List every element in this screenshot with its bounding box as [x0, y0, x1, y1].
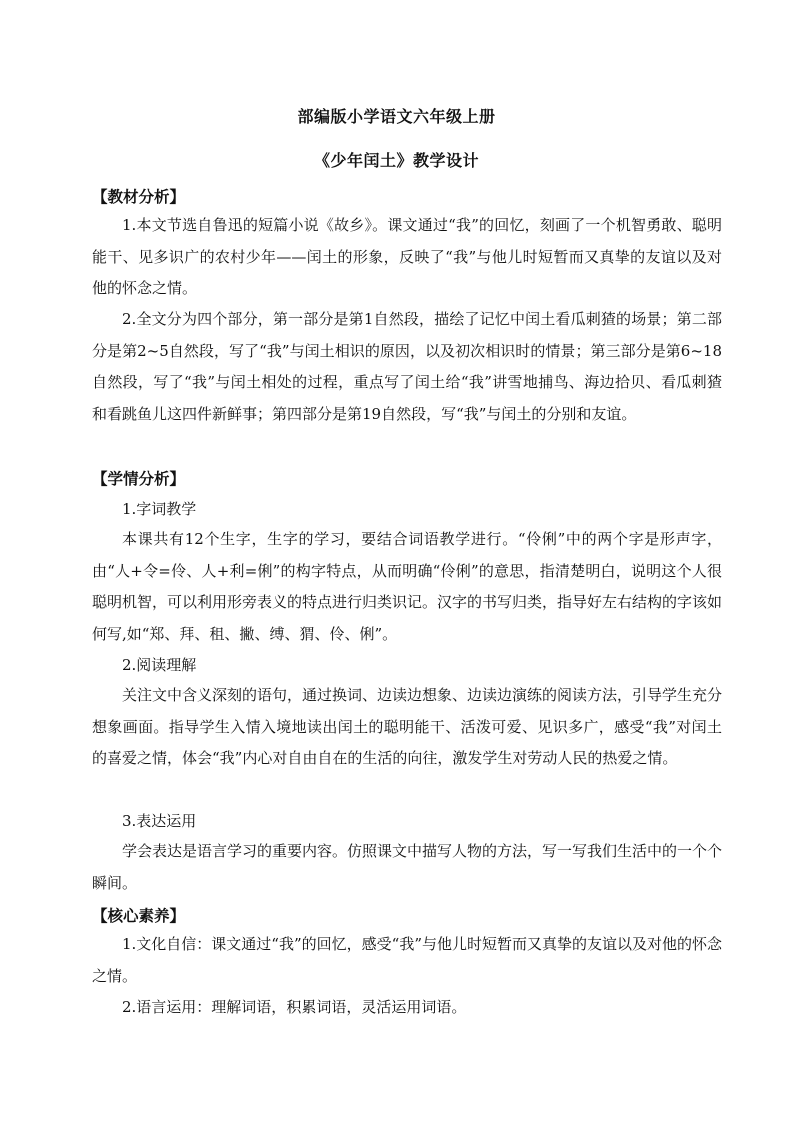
section-heading-learner-analysis: 【学情分析】	[92, 470, 186, 488]
paragraph-expression: 学会表达是语言学习的重要内容。仿照课文中描写人物的方法，写一写我们生活中的一个个瞬间。	[92, 842, 723, 892]
subheading-reading: 2.阅读理解	[122, 656, 197, 674]
section-heading-textbook-analysis: 【教材分析】	[92, 188, 186, 206]
paragraph-textbook-2: 2.全文分为四个部分，第一部分是第1自然段，描绘了记忆中闰土看瓜刺猹的场景；第二部分是第2~5自然段，写了“我”与闰土相识的原因，以及初次相识时的情景；第三部分是第6~18自然段，写了“我”与闰土相处的过程，重点写了闰土给“我”讲雪地捕鸟、海边拾贝、看瓜刺猹和看跳鱼儿这四件新鲜事；第四部分是第19自然段，写“我”与闰土的分别和友谊。	[92, 310, 722, 423]
document-title: 部编版小学语文六年级上册	[297, 107, 496, 126]
paragraph-vocabulary: 本课共有12个生字，生字的学习，要结合词语教学进行。“伶俐”中的两个字是形声字，由“人+令=伶、人+利=俐”的构字特点，从而明确“伶俐”的意思，指清楚明白，说明这个人很聪明机智，可以利用形旁表义的特点进行归类识记。汉字的书写归类，指导好左右结构的字该如何写,如“郑、拜、租、撇、缚、猬、伶、俐”。	[92, 530, 723, 643]
subheading-expression: 3.表达运用	[122, 812, 197, 830]
document-subtitle: 《少年闰土》教学设计	[313, 151, 479, 170]
subheading-vocabulary: 1.字词教学	[122, 500, 197, 518]
paragraph-textbook-1: 1.本文节选自鲁迅的短篇小说《故乡》。课文通过“我”的回忆，刻画了一个机智勇敢、聪明能干、见多识广的农村少年——闰土的形象，反映了“我”与他儿时短暂而又真挚的友谊以及对他的怀念之情。	[92, 216, 722, 297]
paragraph-core-2: 2.语言运用：理解词语，积累词语，灵活运用词语。	[122, 998, 467, 1016]
paragraph-core-1: 1.文化自信：课文通过“我”的回忆，感受“我”与他儿时短暂而又真挚的友谊以及对他的怀念之情。	[92, 935, 722, 985]
section-heading-core-literacy: 【核心素养】	[92, 907, 186, 925]
paragraph-reading: 关注文中含义深刻的语句，通过换词、边读边想象、边读边演练的阅读方法，引导学生充分想象画面。指导学生入情入境地读出闰土的聪明能干、活泼可爱、见识多广，感受“我”对闰土的喜爱之情，体会“我”内心对自由自在的生活的向往，激发学生对劳动人民的热爱之情。	[92, 686, 723, 767]
